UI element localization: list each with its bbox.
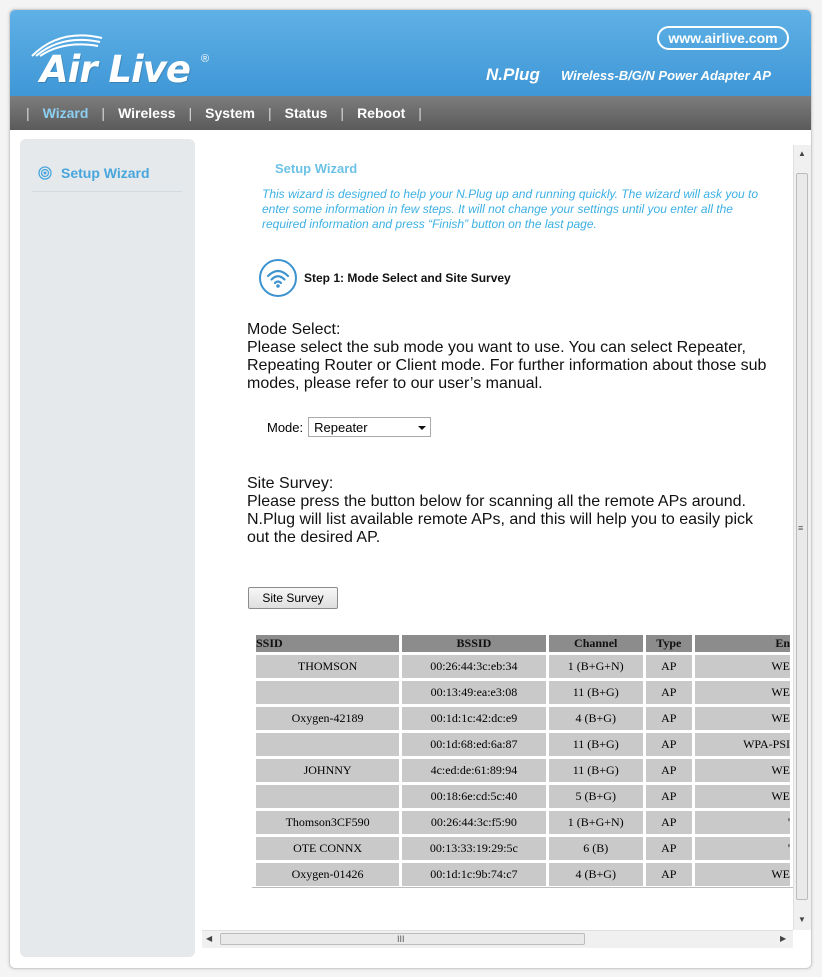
mode-label: Mode: [267,419,304,435]
table-row[interactable] [256,681,790,704]
registered-mark: ® [201,53,210,65]
site-survey-table [253,632,793,889]
table-body [256,655,790,886]
mode-select[interactable] [308,417,431,437]
browser-frame [9,9,812,969]
nav-system[interactable]: System [205,105,255,121]
table-cell: WE [695,681,790,704]
step-header [259,259,511,297]
table-cell: 11 (B+G) [549,733,643,756]
column-header-encryption: En [695,635,790,652]
table-cell: 4c:ed:de:61:89:94 [402,759,546,782]
mode-row [267,417,431,437]
table-row[interactable] [256,837,790,860]
column-header-bssid: BSSID [402,635,546,652]
wifi-icon [259,259,297,297]
table-cell: 00:1d:68:ed:6a:87 [402,733,546,756]
table-cell: AP [646,837,692,860]
table-cell: WE [695,707,790,730]
radio-target-icon [38,166,52,180]
table-cell [256,785,399,808]
main-content [202,145,793,930]
table-cell: 00:1d:1c:9b:74:c7 [402,863,546,886]
nav-status[interactable]: Status [284,105,328,121]
airlive-logo: Air Live [40,48,190,91]
scroll-grip-icon: ≡ [798,523,804,533]
sidebar-divider [32,191,182,192]
table-cell: WE [695,863,790,886]
table-cell: 00:26:44:3c:f5:90 [402,811,546,834]
table-cell: Oxygen-42189 [256,707,399,730]
survey-text: Please press the button below for scanning all the remote APs around. N.Plug will list available remote APs, and this will help you to easily pick out the desired AP. [247,493,754,546]
table-cell: WE [695,655,790,678]
table-row[interactable] [256,759,790,782]
table-cell: AP [646,707,692,730]
mode-text: Please select the sub mode you want to use. You can select Repeater, Repeating Router or Client mode. For further information about those sub modes, please refer to our user’s manual. [247,339,767,392]
table-row[interactable] [256,707,790,730]
table-cell: 11 (B+G) [549,681,643,704]
table-row[interactable] [256,785,790,808]
scroll-right-icon[interactable]: ▶ [780,934,787,943]
table-divider [252,887,793,888]
mode-heading: Mode Select: [247,321,341,338]
table-row[interactable] [256,733,790,756]
table-cell: AP [646,811,692,834]
table-cell: AP [646,733,692,756]
nav-separator: | [188,105,193,121]
table-cell: 1 (B+G+N) [549,811,643,834]
table-cell: 00:1d:1c:42:dc:e9 [402,707,546,730]
main-nav [10,96,811,130]
table-cell: Thomson3CF590 [256,811,399,834]
table-cell: WE [695,759,790,782]
table-row[interactable] [256,811,790,834]
mode-select-value: Repeater [314,420,368,435]
table-cell: AP [646,655,692,678]
website-url[interactable]: www.airlive.com [657,26,789,50]
site-survey-button[interactable]: Site Survey [248,587,338,609]
step-label: Step 1: Mode Select and Site Survey [304,271,511,285]
wizard-title: Setup Wizard [275,161,358,176]
table-row[interactable] [256,655,790,678]
nav-separator: | [26,105,30,121]
table-cell: AP [646,681,692,704]
scroll-grip-icon: III [397,934,405,944]
nav-separator: | [418,105,422,121]
table-cell: AP [646,759,692,782]
nav-wireless[interactable]: Wireless [118,105,176,121]
table-row[interactable] [256,863,790,886]
vertical-scrollbar[interactable] [793,145,811,930]
table-cell: WPA-PSI [695,733,790,756]
survey-heading: Site Survey: [247,475,334,492]
table-cell: AP [646,863,692,886]
column-header-channel: Channel [549,635,643,652]
table-cell: WE [695,785,790,808]
vertical-scroll-thumb[interactable] [796,173,808,900]
table-cell: ' [695,837,790,860]
nav-reboot[interactable]: Reboot [357,105,406,121]
scroll-left-icon[interactable]: ◀ [206,934,213,943]
table-cell: 00:18:6e:cd:5c:40 [402,785,546,808]
table-cell [256,733,399,756]
header-banner [10,10,811,96]
product-subtitle: Wireless-B/G/N Power Adapter AP [561,68,771,83]
table-cell: 00:26:44:3c:eb:34 [402,655,546,678]
table-header-row [256,635,790,652]
table-cell: 4 (B+G) [549,863,643,886]
table-cell: 00:13:49:ea:e3:08 [402,681,546,704]
table-cell: ' [695,811,790,834]
chevron-down-icon [418,426,426,430]
mode-section [247,321,767,393]
table-cell: AP [646,785,692,808]
wizard-description: This wizard is designed to help your N.Plug up and running quickly. The wizard will ask you to enter some information in few steps. It will not change your settings until you enter all the required information and press “Finish” button on the last page. [262,187,759,231]
column-header-ssid: SSID [256,635,399,652]
nav-separator: | [101,105,106,121]
sidebar-item-setup-wizard[interactable] [38,165,150,181]
sidebar [20,139,195,957]
column-header-type: Type [646,635,692,652]
table-cell: 11 (B+G) [549,759,643,782]
product-name: N.Plug [486,65,540,84]
table-cell: 6 (B) [549,837,643,860]
scroll-down-icon[interactable]: ▼ [798,915,806,924]
table-cell: 1 (B+G+N) [549,655,643,678]
scroll-up-icon[interactable]: ▲ [798,149,806,158]
table-cell: Oxygen-01426 [256,863,399,886]
nav-wizard[interactable]: Wizard [42,105,89,121]
horizontal-scrollbar[interactable] [202,930,793,948]
table-cell: 5 (B+G) [549,785,643,808]
nav-separator: | [340,105,345,121]
sidebar-item-label: Setup Wizard [61,165,150,181]
table-cell: JOHNNY [256,759,399,782]
nav-separator: | [267,105,272,121]
table-cell: OTE CONNX [256,837,399,860]
table-cell: 4 (B+G) [549,707,643,730]
table-cell: THOMSON [256,655,399,678]
survey-section [247,475,767,547]
table-cell: 00:13:33:19:29:5c [402,837,546,860]
table-cell [256,681,399,704]
